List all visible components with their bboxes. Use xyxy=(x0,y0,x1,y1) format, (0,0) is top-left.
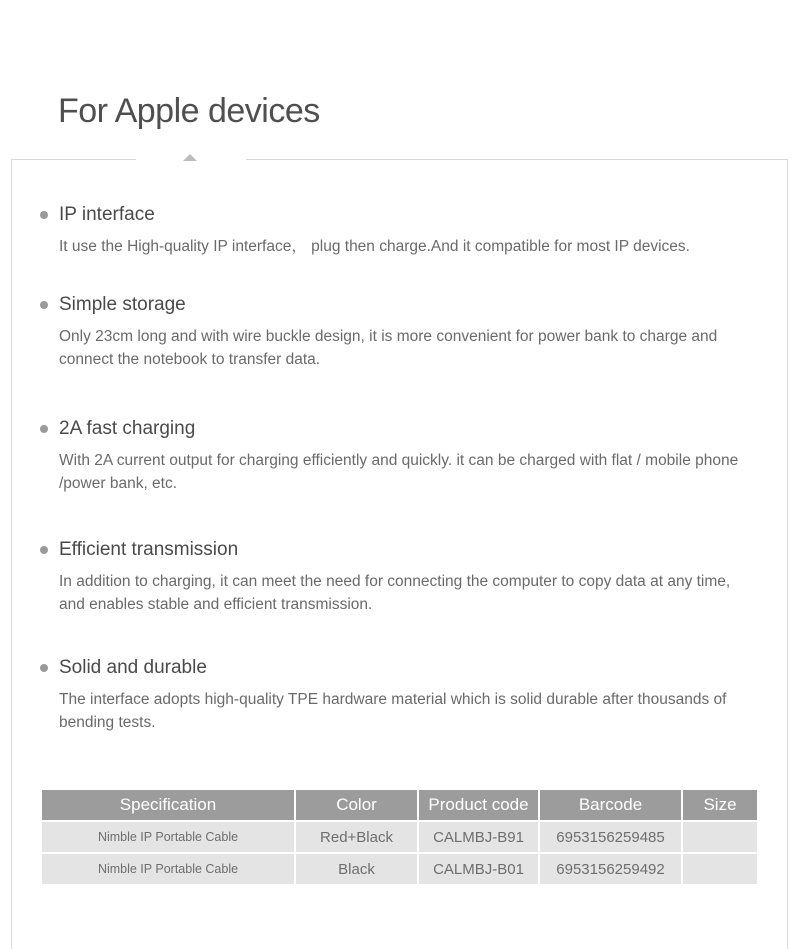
cell-barcode: 6953156259492 xyxy=(540,854,681,884)
bullet-icon xyxy=(40,425,48,433)
cell-product-code: CALMBJ-B01 xyxy=(419,854,538,884)
cell-color: Red+Black xyxy=(296,822,417,852)
feature-heading xyxy=(40,203,760,227)
table-header-row xyxy=(42,790,757,820)
cell-color: Black xyxy=(296,854,417,884)
feature-description: With 2A current output for charging efficiently and quickly. it can be charged with flat / mobile phone /power bank, etc. xyxy=(59,452,739,492)
feature-heading xyxy=(40,293,760,317)
feature-description: The interface adopts high-quality TPE hardware material which is solid durable after thousands of bending tests. xyxy=(59,691,727,731)
page-title: For Apple devices xyxy=(58,92,320,130)
header-size: Size xyxy=(683,790,757,820)
header-product-code: Product code xyxy=(419,790,538,820)
feature-title: Simple storage xyxy=(59,294,186,315)
feature-title: IP interface xyxy=(59,204,155,225)
caret-up-icon xyxy=(183,154,197,161)
specification-table xyxy=(40,788,759,886)
header-color: Color xyxy=(296,790,417,820)
feature-title: Solid and durable xyxy=(59,657,207,678)
feature-heading xyxy=(40,417,760,441)
header-specification: Specification xyxy=(42,790,294,820)
table-row xyxy=(42,854,757,884)
cell-specification: Nimble IP Portable Cable xyxy=(42,822,294,852)
cell-product-code: CALMBJ-B91 xyxy=(419,822,538,852)
feature-description: It use the High-quality IP interface， plug then charge.And it compatible for most IP devices. xyxy=(59,238,690,255)
feature-efficient-transmission xyxy=(40,538,760,616)
feature-title: 2A fast charging xyxy=(59,418,196,439)
cell-barcode: 6953156259485 xyxy=(540,822,681,852)
feature-ip-interface xyxy=(40,203,760,258)
feature-solid-durable xyxy=(40,656,760,734)
header-barcode: Barcode xyxy=(540,790,681,820)
bullet-icon xyxy=(40,211,48,219)
bullet-icon xyxy=(40,546,48,554)
bullet-icon xyxy=(40,664,48,672)
cell-size xyxy=(683,854,757,884)
feature-description: In addition to charging, it can meet the need for connecting the computer to copy data at any time, and enables stable and efficient transmission. xyxy=(59,573,731,613)
feature-description: Only 23cm long and with wire buckle design, it is more convenient for power bank to charge and connect the notebook to transfer data. xyxy=(59,328,718,368)
feature-title: Efficient transmission xyxy=(59,539,239,560)
bullet-icon xyxy=(40,301,48,309)
cell-specification: Nimble IP Portable Cable xyxy=(42,854,294,884)
feature-heading xyxy=(40,538,760,562)
table-row xyxy=(42,822,757,852)
feature-heading xyxy=(40,656,760,680)
cell-size xyxy=(683,822,757,852)
feature-fast-charging xyxy=(40,417,760,495)
feature-simple-storage xyxy=(40,293,760,371)
